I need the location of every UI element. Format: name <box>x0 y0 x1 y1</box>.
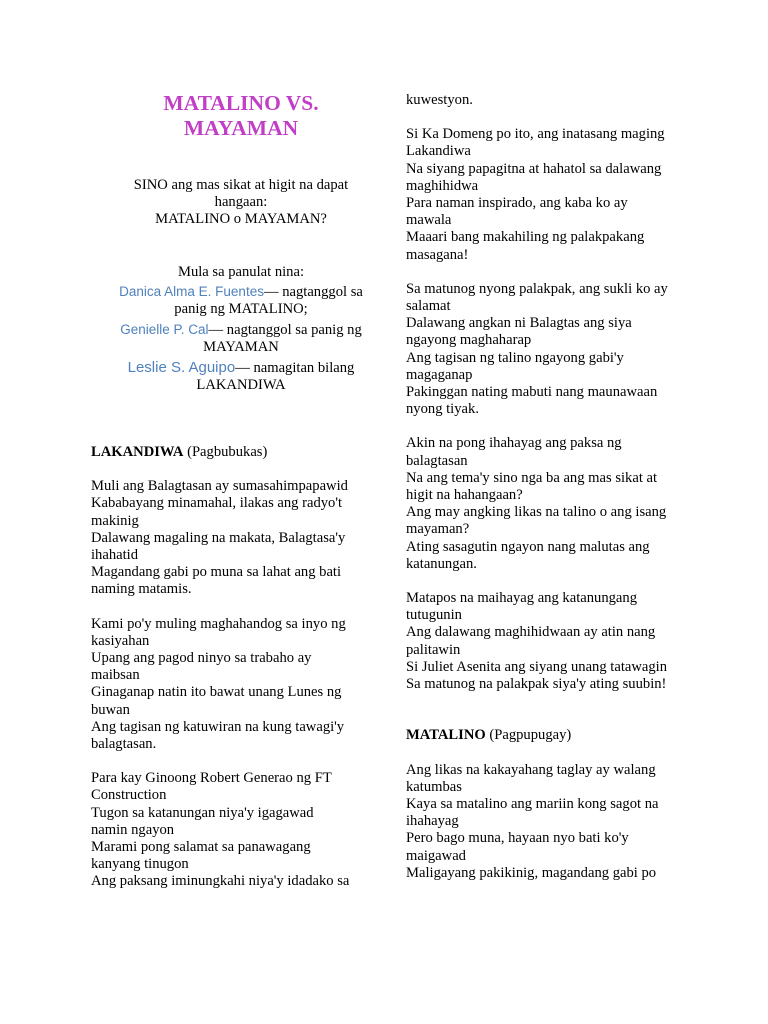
verse-line: masagana! <box>406 246 469 263</box>
verse-line: Kami po'y muling maghahandog sa inyo ng <box>91 615 346 632</box>
verse-line: Matapos na maihayag ang katanungang <box>406 590 637 607</box>
verse-line: Ang tagisan ng talino ngayong gabi'y <box>406 349 624 366</box>
intro-line: MATALINO o MAYAMAN? <box>155 211 327 228</box>
verse-line: Maaari bang makahiling ng palakpakang <box>406 229 645 246</box>
verse-line: ihahayag <box>406 813 459 830</box>
stanza <box>406 435 706 573</box>
verse-line: Tugon sa katanungan niya'y igagawad <box>91 804 314 821</box>
verse-line: mayaman? <box>406 521 470 538</box>
author-1-role: — nagtanggol sa <box>263 284 363 301</box>
verse-line: Maligayang pakikinig, magandang gabi po <box>406 864 657 881</box>
verse-line: maigawad <box>406 847 466 864</box>
verse-line: maibsan <box>91 667 140 684</box>
verse-line: Ating sasagutin ngayon nang malutas ang <box>406 538 650 555</box>
verse-line: Ang dalawang maghihidwaan ay atin nang <box>406 624 656 641</box>
intro-line: hangaan: <box>214 194 268 211</box>
intro-line: SINO ang mas sikat at higit na dapat <box>133 177 349 193</box>
verse-line: Dalawang angkan ni Balagtas ang siya <box>406 315 632 332</box>
verse-line: maghihidwa <box>406 177 479 194</box>
credit-author-1-line <box>91 283 391 301</box>
credits-block <box>91 264 391 394</box>
verse-line: Pero bago muna, hayaan nyo bati ko'y <box>406 830 629 847</box>
verse-line: Pakinggan nating mabuti nang maunawaan <box>406 384 658 401</box>
verse-line: ihahatid <box>91 547 139 564</box>
stanza <box>406 92 706 109</box>
author-3-role: — namagitan bilang <box>235 360 355 377</box>
verse-line: Akin na pong ihahayag ang paksa ng <box>406 435 622 452</box>
title-line-2: MAYAMAN <box>183 116 299 140</box>
credit-author-3-line <box>91 359 391 377</box>
verse-line: Ginaganap natin ito bawat unang Lunes ng <box>91 684 342 701</box>
credit-author-3-role-cont: LAKANDIWA <box>196 377 286 394</box>
verse-line: Sa matunog nyong palakpak, ang sukli ko ay <box>406 280 668 297</box>
stanza <box>406 590 706 693</box>
stanza <box>406 281 706 419</box>
title-line-1: MATALINO VS. <box>163 91 319 115</box>
author-2-role: — nagtanggol sa panig ng <box>208 321 362 338</box>
heading-speaker: LAKANDIWA <box>91 444 184 460</box>
verse-line: ngayong maghaharap <box>406 332 532 349</box>
verse-line: naming matamis. <box>91 581 192 598</box>
verse-line: Na ang tema'y sino nga ba ang mas sikat at <box>406 469 658 486</box>
right-body <box>406 92 706 899</box>
verse-line: Lakandiwa <box>406 143 471 160</box>
verse-line: tutugunin <box>406 607 462 624</box>
verse-line: Ang likas na kakayahang taglay ay walang <box>406 761 656 778</box>
left-body <box>91 444 391 908</box>
verse-line: palitawin <box>406 641 461 658</box>
verse-line: makinig <box>91 512 139 529</box>
verse-line: Ang tagisan ng katuwiran na kung tawagi'y <box>91 718 345 735</box>
verse-line: buwan <box>91 701 130 718</box>
stanza <box>406 126 706 264</box>
stanza <box>406 762 706 882</box>
verse-line: katumbas <box>406 778 462 795</box>
verse-line: Kaya sa matalino ang mariin kong sagot na <box>406 795 659 812</box>
verse-line: higit na hahangaan? <box>406 487 523 504</box>
verse-line: Muli ang Balagtasan ay sumasahimpapawid <box>91 478 348 495</box>
verse-line: Para kay Ginoong Robert Generao ng FT <box>91 770 332 787</box>
verse-line: Ang may angking likas na talino o ang isang <box>406 504 667 521</box>
verse-line: balagtasan <box>406 452 468 469</box>
document-title <box>91 91 391 141</box>
heading-part: (Pagpupugay) <box>485 727 572 744</box>
verse-line: Marami pong salamat sa panawagang <box>91 839 311 856</box>
verse-line: Kababayang minamahal, ilakas ang radyo't <box>91 495 343 512</box>
author-3-name: Leslie S. Aguipo <box>127 359 236 377</box>
verse-line: magaganap <box>406 366 473 383</box>
verse-line: Para naman inspirado, ang kaba ko ay <box>406 195 628 212</box>
verse-line: salamat <box>406 298 451 315</box>
stanza <box>91 478 391 598</box>
verse-line: Magandang gabi po muna sa lahat ang bati <box>91 564 342 581</box>
section-heading-lakandiwa <box>91 444 391 461</box>
author-1-name: Danica Alma E. Fuentes <box>119 284 264 300</box>
verse-line: namin ngayon <box>91 821 175 838</box>
stanza <box>91 616 391 754</box>
verse-line: katanungan. <box>406 555 477 572</box>
verse-line: balagtasan. <box>91 736 157 753</box>
verse-line: nyong tiyak. <box>406 401 479 418</box>
verse-line: Construction <box>91 787 167 804</box>
intro-question <box>91 177 391 229</box>
verse-line: Dalawang magaling na makata, Balagtasa'y <box>91 529 346 546</box>
verse-line: Upang ang pagod ninyo sa trabaho ay <box>91 650 312 667</box>
heading-speaker: MATALINO <box>406 727 486 744</box>
credit-author-2-role-cont: MAYAMAN <box>203 338 279 355</box>
verse-line: Si Juliet Asenita ang siyang unang tatawagin <box>406 658 668 675</box>
section-heading-matalino <box>406 727 706 744</box>
author-2-name: Genielle P. Cal <box>120 321 209 337</box>
verse-line: Na siyang papagitna at hahatol sa dalawang <box>406 160 662 177</box>
verse-line: Sa matunog na palakpak siya'y ating suubin! <box>406 676 667 693</box>
credit-author-1-role-cont: panig ng MATALINO; <box>174 301 308 318</box>
verse-line: kasiyahan <box>91 632 150 649</box>
credits-lead: Mula sa panulat nina: <box>177 264 305 280</box>
credit-author-2-line <box>91 321 391 339</box>
heading-part: (Pagbubukas) <box>183 444 268 460</box>
verse-line: kuwestyon. <box>406 92 473 108</box>
verse-line: Ang paksang iminungkahi niya'y idadako sa <box>91 873 350 890</box>
verse-line: Si Ka Domeng po ito, ang inatasang maging <box>406 126 665 143</box>
verse-line: kanyang tinugon <box>91 856 189 873</box>
stanza <box>91 770 391 890</box>
verse-line: mawala <box>406 212 452 229</box>
